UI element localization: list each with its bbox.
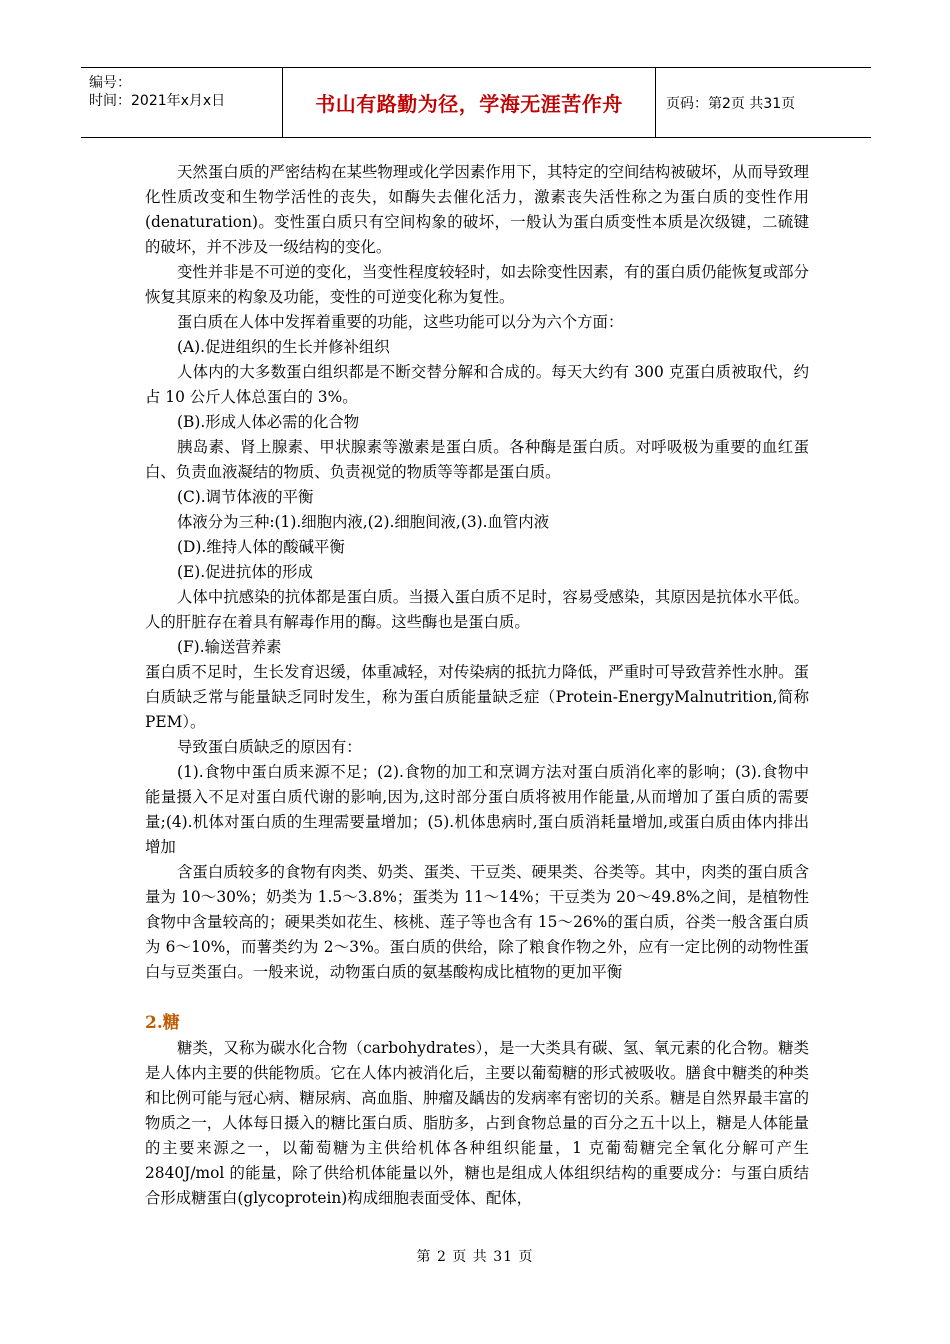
function-heading-b: (B).形成人体必需的化合物 [177, 413, 360, 431]
paragraph-function-b: 胰岛素、肾上腺素、甲状腺素等激素是蛋白质。各种酶是蛋白质。对呼吸极为重要的血红蛋白、负责血液凝结的物质、负责视觉的物质等等都是蛋白质。 [145, 438, 809, 481]
page-footer: 第 2 页 共 31 页 [416, 1249, 534, 1265]
paragraph-denaturation: 天然蛋白质的严密结构在某些物理或化学因素作用下，其特定的空间结构被破坏，从而导致理化性质改变和生物学活性的丧失，如酶失去催化活力，激素丧失活性称之为蛋白质的变性作用(denaturation)。变性蛋白质只有空间构象的破坏，一般认为蛋白质变性本质是次级键，二硫键的破坏，并不涉及一级结构的变化。 [145, 163, 809, 256]
paragraph-carbohydrates: 糖类，又称为碳水化合物（carbohydrates），是一大类具有碳、氢、氧元素的化合物。糖类是人体内主要的供能物质。它在人体内被消化后，主要以葡萄糖的形式被吸收。膳食中糖类的种类和比例可能与冠心病、糖尿病、高血脂、肿瘤及龋齿的发病率有密切的关系。糖是自然界最丰富的物质之一，人体每日摄入的糖比蛋白质、脂肪多，占到食物总量的百分之五十以上，糖是人体能量的主要来源之一，以葡萄糖为主供给机体各种组织能量，1 克葡萄糖完全氧化分解可产生 2840J/mol 的能量，除了供给机体能量以外，糖也是组成人体组织结构的重要成分：与蛋白质结合形成糖蛋白(glycoprotein)构成细胞表面受体、配体， [145, 1039, 809, 1207]
paragraph-renaturation: 变性并非是不可逆的变化，当变性程度较轻时，如去除变性因素，有的蛋白质仍能恢复或部分恢复其原来的构象及功能，变性的可逆变化称为复性。 [145, 263, 809, 306]
paragraph-function-a: 人体内的大多数蛋白组织都是不断交替分解和合成的。每天大约有 300 克蛋白质被取代，约占 10 公斤人体总蛋白的 3%。 [145, 363, 809, 406]
paragraph-function-c: 体液分为三种:(1).细胞内液,(2).细胞间液,(3).血管内液 [177, 513, 550, 531]
function-heading-a: (A).促进组织的生长并修补组织 [177, 338, 390, 356]
header-motto: 书山有路勤为径，学海无涯苦作舟 [315, 92, 623, 116]
page-header [81, 67, 871, 138]
header-page-label: 页码：第2页 共31页 [666, 95, 796, 112]
section-heading-sugar: 2.糖 [145, 1013, 180, 1033]
document-body [145, 160, 809, 1211]
header-info-cell [81, 68, 283, 137]
function-heading-c: (C).调节体液的平衡 [177, 488, 314, 506]
paragraph-protein-deficiency: 蛋白质不足时，生长发育迟缓，体重减轻，对传染病的抵抗力降低，严重时可导致营养性水肿。蛋白质缺乏常与能量缺乏同时发生，称为蛋白质能量缺乏症（Protein-EnergyMalnutrition,简称 PEM）。 [145, 663, 809, 731]
paragraph-protein-foods: 含蛋白质较多的食物有肉类、奶类、蛋类、干豆类、硬果类、谷类等。其中，肉类的蛋白质含量为 10～30%；奶类为 1.5～3.8%；蛋类为 11～14%；干豆类为 20～49.8%之间，是植物性食物中含量较高的；硬果类如花生、核桃、莲子等也含有 15～26%的蛋白质，谷类一般含蛋白质为 6～10%，而薯类约为 2～3%。蛋白质的供给，除了粮食作物之外，应有一定比例的动物性蛋白与豆类蛋白。一般来说，动物蛋白质的氨基酸构成比植物的更加平衡 [145, 863, 809, 981]
paragraph-functions-intro: 蛋白质在人体中发挥着重要的功能，这些功能可以分为六个方面： [177, 313, 624, 331]
function-heading-e: (E).促进抗体的形成 [177, 563, 313, 581]
paragraph-function-e: 人体中抗感染的抗体都是蛋白质。当摄入蛋白质不足时，容易受感染，其原因是抗体水平低。人的肝脏存在着具有解毒作用的酶。这些酶也是蛋白质。 [145, 588, 809, 631]
function-heading-f: (F).输送营养素 [177, 638, 282, 656]
header-page-cell [656, 68, 881, 137]
paragraph-deficiency-causes-intro: 导致蛋白质缺乏的原因有： [177, 738, 362, 756]
doc-number-label: 编号： [89, 75, 131, 91]
paragraph-deficiency-causes: (1).食物中蛋白质来源不足；(2).食物的加工和烹调方法对蛋白质消化率的影响；(3).食物中能量摄入不足对蛋白质代谢的影响,因为,这时部分蛋白质将被用作能量,从而增加了蛋白质的需要量;(4).机体对蛋白质的生理需要量增加；(5).机体患病时,蛋白质消耗量增加,或蛋白质由体内排出增加 [145, 763, 809, 856]
header-motto-cell [283, 68, 656, 137]
doc-time-label: 时间：2021年x月x日 [89, 93, 226, 109]
function-heading-d: (D).维持人体的酸碱平衡 [177, 538, 345, 556]
section-spacer [145, 985, 809, 1010]
